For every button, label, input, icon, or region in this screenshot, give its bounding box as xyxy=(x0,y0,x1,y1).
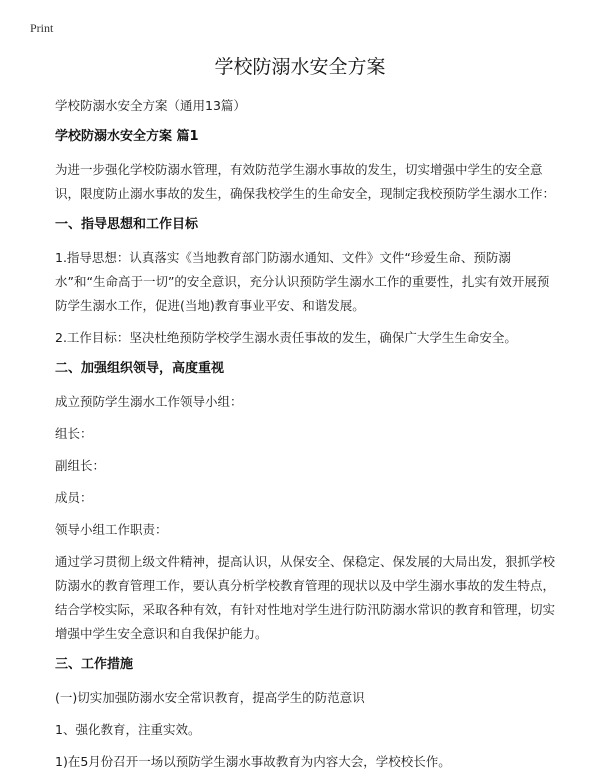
paragraph-measure-1: (一)切实加强防溺水安全常识教育，提高学生的防范意识 xyxy=(55,690,365,705)
heading-guiding-principles: 一、指导思想和工作目标 xyxy=(55,217,199,232)
paragraph-duties-detail: 通过学习贯彻上级文件精神，提高认识，从保安全、保稳定、保发展的大局出发，狠抓学校防溺水的教育管理工作，要认真分析学校教育管理的现状以及中学生溺水事故的发生特点，结合学校实际，采取各种有效，有针对性地对学生进行防汛防溺水常识的教育和管理，切实增强中学生安全意识和自我保护能力。 xyxy=(55,554,556,641)
document-title: 学校防溺水安全方案 xyxy=(214,56,386,78)
paragraph-leading-group: 成立预防学生溺水工作领导小组： xyxy=(55,394,243,409)
paragraph-leader: 组长： xyxy=(55,426,93,441)
intro-paragraph: 为进一步强化学校防溺水管理，有效防范学生溺水事故的发生，切实增强中学生的安全意识，限度防止溺水事故的发生，确保我校学生的生命安全，现制定我校预防学生溺水工作： xyxy=(55,162,556,201)
paragraph-measure-1-1-1: 1)在5月份召开一场以预防学生溺水事故教育为内容大会，学校校长作。 xyxy=(55,754,451,769)
heading-measures: 三、工作措施 xyxy=(55,657,134,672)
paragraph-deputy-leader: 副组长： xyxy=(55,458,106,473)
paragraph-members: 成员： xyxy=(55,490,93,505)
paragraph-group-duties: 领导小组工作职责： xyxy=(55,522,168,537)
paragraph-measure-1-1: 1、强化教育，注重实效。 xyxy=(55,722,201,737)
section-title: 学校防溺水安全方案 篇1 xyxy=(55,129,199,144)
paragraph-work-goal: 2.工作目标：坚决杜绝预防学校学生溺水责任事故的发生，确保广大学生生命安全。 xyxy=(55,330,517,345)
paragraph-guiding-thought: 1.指导思想：认真落实《当地教育部门防溺水通知、文件》文件“珍爱生命、预防溺水”和“生命高于一切”的安全意识，充分认识预防学生溺水工作的重要性，扎实有效开展预防学生溺水工作，促进(当地)教育事业平安、和谐发展。 xyxy=(55,250,550,313)
print-label: Print xyxy=(30,21,54,35)
document-subtitle: 学校防溺水安全方案（通用13篇） xyxy=(55,98,246,113)
heading-organization: 二、加强组织领导，高度重视 xyxy=(55,361,225,376)
document-body xyxy=(55,94,555,782)
